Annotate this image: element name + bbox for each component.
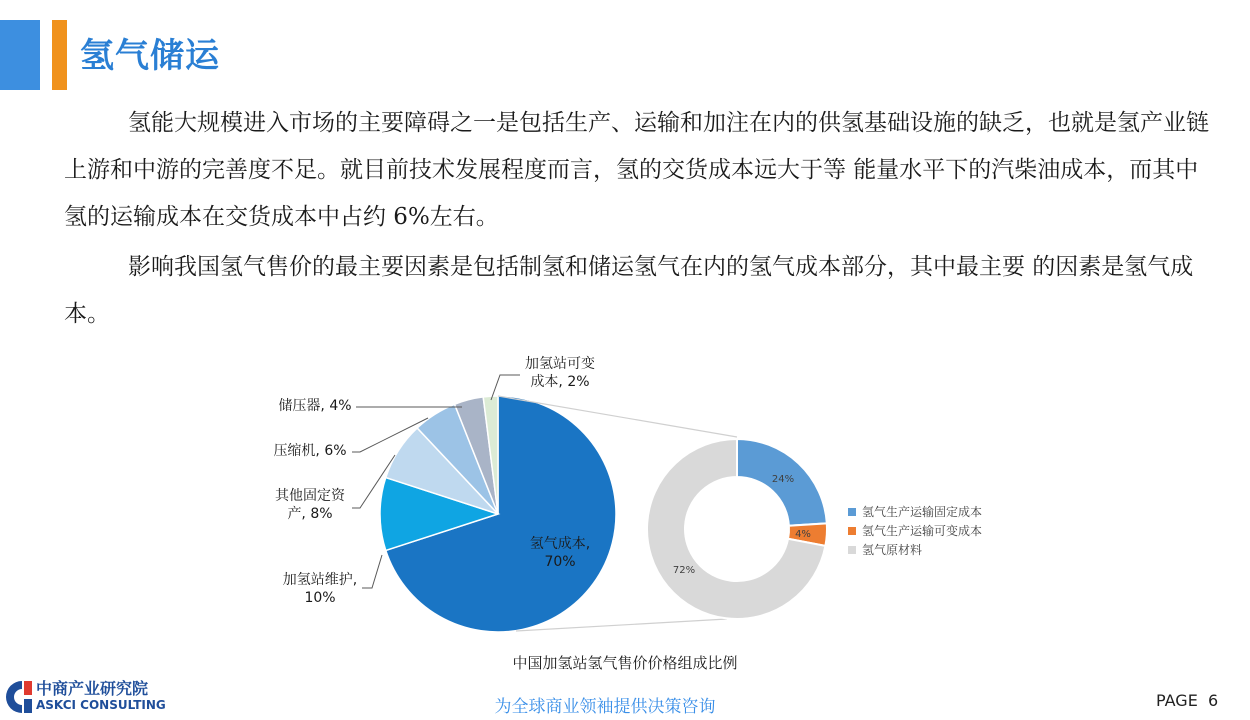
pie-label-3: 压缩机, 6%	[273, 443, 347, 459]
pie-label-0: 氢气成本,	[529, 536, 591, 552]
legend-swatch-1	[848, 527, 856, 535]
body-paragraph-1: 氢能大规模进入市场的主要障碍之一是包括生产、运输和加注在内的供氢基础设施的缺乏，也就是氢产业链上游和中游的完善度不足。就目前技术发展程度而言，氢的交货成本远大于等 能量水平下的汽柴油成本，而其中氢的运输成本在交货成本中占约 6%左右。	[64, 110, 1209, 230]
legend-label-0: 氢气生产运输固定成本	[862, 505, 983, 519]
legend-swatch-0	[848, 508, 856, 516]
legend-label-1: 氢气生产运输可变成本	[862, 524, 983, 538]
askci-logo	[36, 680, 166, 712]
pie-label-5: 加氢站可变	[525, 356, 595, 372]
page-title: 氢气储运	[80, 36, 220, 76]
askci-logo-icon	[4, 679, 34, 715]
pie-leader-line-1	[362, 555, 382, 588]
pie-label-value-0: 70%	[544, 554, 576, 570]
legend-label-2: 氢气原材料	[862, 543, 923, 557]
pie-label-value-5: 成本, 2%	[530, 374, 590, 390]
donut-chart	[647, 439, 827, 619]
donut-label-2: 72%	[672, 565, 696, 576]
logo-name-en: ASKCI CONSULTING	[36, 698, 166, 712]
donut-label-0: 24%	[771, 474, 795, 485]
pie-label-2: 其他固定资	[275, 488, 345, 504]
donut-legend	[848, 504, 982, 557]
page-label: PAGE	[1156, 691, 1198, 710]
pie-label-4: 储压器, 4%	[278, 398, 352, 414]
page-number	[1156, 691, 1218, 710]
pie-label-value-1: 10%	[304, 590, 336, 606]
body-paragraph-2: 影响我国氢气售价的最主要因素是包括制氢和储运氢气在内的氢气成本部分，其中最主要 的因素是氢气成本。	[64, 254, 1194, 327]
page-number-value: 6	[1207, 691, 1219, 710]
footer-slogan: 为全球商业领袖提供决策咨询	[494, 697, 716, 717]
donut-label-1: 4%	[795, 529, 811, 540]
main-pie	[273, 355, 616, 632]
pie-label-1: 加氢站维护,	[282, 572, 358, 588]
legend-swatch-2	[848, 546, 856, 554]
logo-name-cn: 中商产业研究院	[36, 679, 149, 698]
pie-label-value-2: 产, 8%	[287, 506, 333, 522]
chart-caption: 中国加氢站氢气售价价格组成比例	[512, 654, 738, 672]
